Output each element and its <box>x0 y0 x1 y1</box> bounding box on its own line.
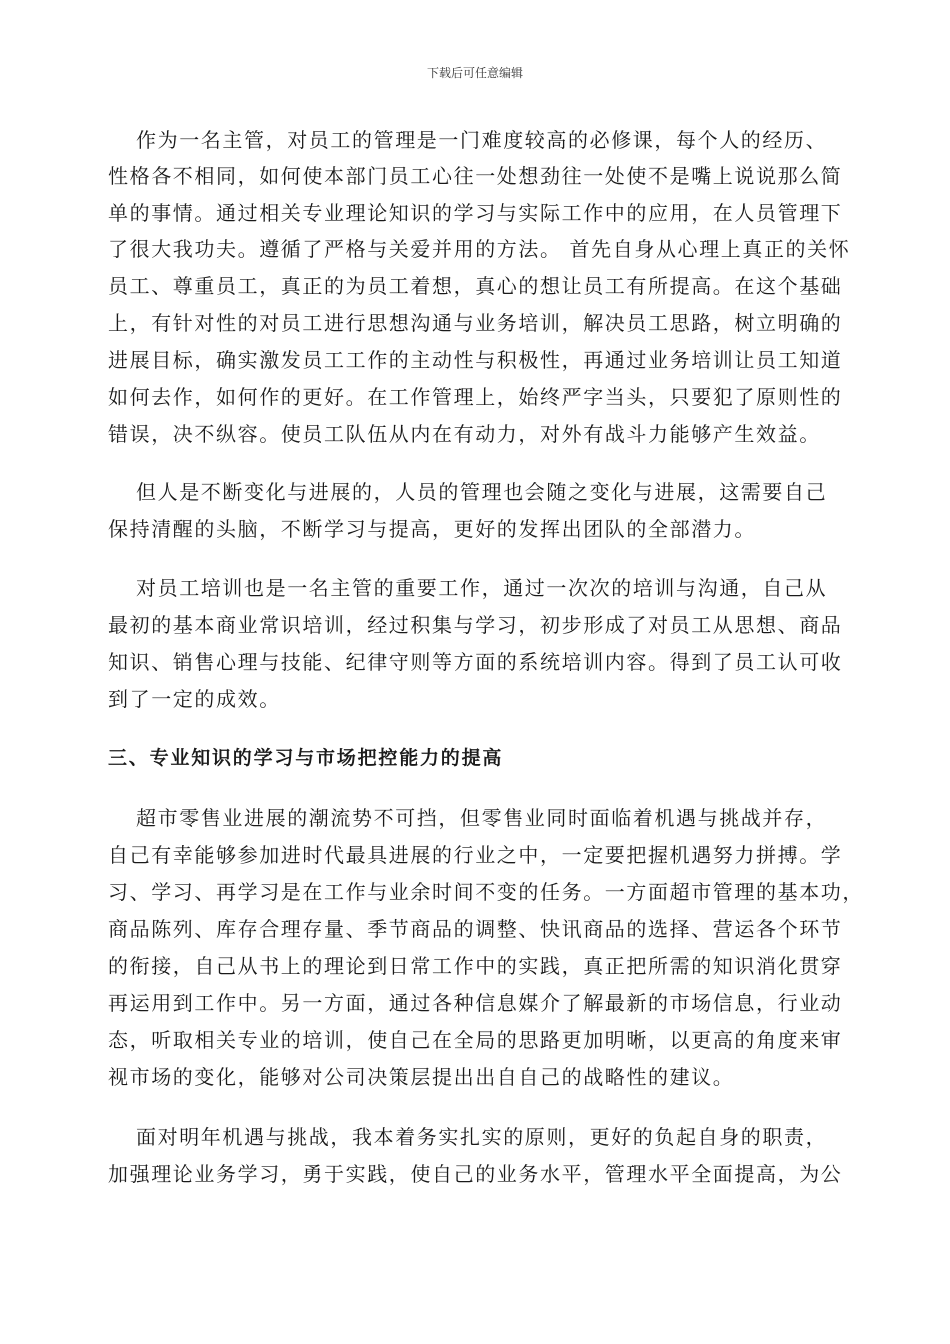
section-heading: 三、专业知识的学习与市场把控能力的提高 <box>108 747 504 769</box>
paragraph-3-line-4: 到了一定的成效。 <box>108 687 281 711</box>
paragraph-5-line-2: 加强理论业务学习，勇于实践，使自己的业务水平，管理水平全面提高，为公 <box>108 1162 843 1186</box>
paragraph-4-line-7: 态，听取相关专业的培训，使自己在全局的思路更加明晰，以更高的角度来审 <box>108 1028 843 1052</box>
paragraph-1-line-8: 如何去作，如何作的更好。在工作管理上，始终严字当头，只要犯了原则性的 <box>108 385 843 409</box>
paragraph-4-line-2: 自己有幸能够参加进时代最具进展的行业之中，一定要把握机遇努力拼搏。学 <box>108 843 843 867</box>
paragraph-1-line-9: 错误，决不纵容。使员工队伍从内在有动力，对外有战斗力能够产生效益。 <box>108 422 821 446</box>
paragraph-4-line-1: 超市零售业进展的潮流势不可挡，但零售业同时面临着机遇与挑战并存， <box>136 806 828 830</box>
paragraph-4-line-4: 商品陈列、库存合理存量、季节商品的调整、快讯商品的选择、营运各个环节 <box>108 917 843 941</box>
paragraph-1-line-5: 员工、尊重员工，真正的为员工着想，真心的想让员工有所提高。在这个基础 <box>108 274 843 298</box>
paragraph-4-line-6: 再运用到工作中。另一方面，通过各种信息媒介了解最新的市场信息，行业动 <box>108 991 843 1015</box>
paragraph-4-line-5: 的衔接，自己从书上的理论到日常工作中的实践，真正把所需的知识消化贯穿 <box>108 954 843 978</box>
paragraph-3-line-3: 知识、销售心理与技能、纪律守则等方面的系统培训内容。得到了员工认可收 <box>108 650 843 674</box>
paragraph-4-line-3: 习、学习、再学习是在工作与业余时间不变的任务。一方面超市管理的基本功， <box>108 880 864 904</box>
paragraph-1-line-1: 作为一名主管，对员工的管理是一门难度较高的必修课，每个人的经历、 <box>136 128 828 152</box>
paragraph-1-line-4: 了很大我功夫。遵循了严格与关爱并用的方法。 首先自身从心理上真正的关怀 <box>108 237 851 261</box>
paragraph-3-line-2: 最初的基本商业常识培训，经过积集与学习，初步形成了对员工从思想、商品 <box>108 613 843 637</box>
paragraph-2-line-1: 但人是不断变化与进展的，人员的管理也会随之变化与进展，这需要自己 <box>136 480 828 504</box>
paragraph-4-line-8: 视市场的变化，能够对公司决策层提出出自自己的战略性的建议。 <box>108 1065 735 1089</box>
paragraph-5-line-1: 面对明年机遇与挑战，我本着务实扎实的原则，更好的负起自身的职责， <box>136 1125 828 1149</box>
paragraph-1-line-6: 上，有针对性的对员工进行思想沟通与业务培训，解决员工思路，树立明确的 <box>108 311 843 335</box>
paragraph-1-line-3: 单的事情。通过相关专业理论知识的学习与实际工作中的应用，在人员管理下 <box>108 201 843 225</box>
paragraph-1-line-7: 进展目标，确实激发员工工作的主动性与积极性，再通过业务培训让员工知道 <box>108 348 843 372</box>
page-header: 下载后可任意编辑 <box>426 66 523 80</box>
paragraph-3-line-1: 对员工培训也是一名主管的重要工作，通过一次次的培训与沟通，自己从 <box>136 576 828 600</box>
paragraph-2-line-2: 保持清醒的头脑，不断学习与提高，更好的发挥出团队的全部潜力。 <box>108 517 756 541</box>
paragraph-1-line-2: 性格各不相同，如何使本部门员工心往一处想劲往一处使不是嘴上说说那么简 <box>108 164 843 188</box>
